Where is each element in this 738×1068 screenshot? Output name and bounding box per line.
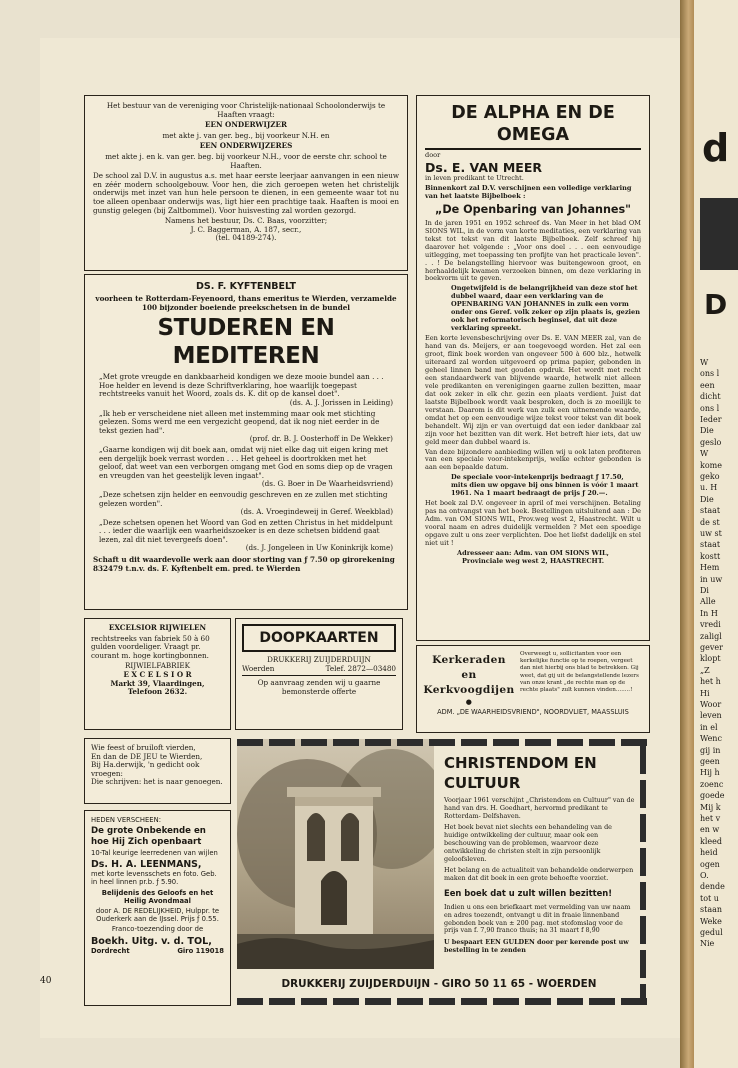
doopkaarten-offer: Op aanvraag zenden wij u gaarne bemonsterde offerte [257,678,381,696]
alpha-intro: Binnenkort zal D.V. verschijnen een volledige verklaring van het laatste Bijbelboek : [425,183,632,200]
right-page-word: heid [700,848,718,858]
excelsior-factory: RIJWIELFABRIEK [124,661,191,671]
vacancy-line-2: met akte j. en k. van ger. beg. bij voorkeur N.H., voor de eerste chr. school te Haaften. [105,151,387,170]
review-source-5: (ds. J. Jongeleen in Uw Koninkrijk kome) [245,543,393,553]
review-source-3: (ds. G. Boer in De Waarheidsvriend) [261,479,393,489]
review-quote-5: „Deze schetsen openen het Woord van God en zetten Christus in het middelpunt . . . ieder die waarlijk een waarheidszoeker is en deze schetsen biddend gaat lezen, zal dit niet tevergeefs doen". [99,517,393,544]
leenmans-desc: met korte levensschets en foto. Geb. in heel linnen pr.b. ƒ 5.90. [91,870,217,887]
alpha-door: door [425,151,441,159]
right-page-word: W [700,449,709,459]
right-page-word: kostt [700,551,721,561]
right-page-word: Die [700,426,714,436]
christendom-paragraph-5: U bespaart EEN GULDEN door per kerende post uw bestelling in te zenden [444,938,629,954]
right-page-word: ogen [700,859,720,869]
alpha-paragraph-3: Een korte levensbeschrijving over Ds. E. VAN MEER zal, van de hand van ds. Meijers, er aan toegevoegd worden. Het zal een groot, flink boek worden van ongeveer 500 à 600 blz., hetwelk uiteraard zal worden uitgevoerd op prima papier, gebonden in geheel linnen band met gouden opdruk. Het wordt met recht een standaardwerk van blijvende waarde, hetwelk niet alleen vele predikanten en verenigingen gaarne zullen bezitten, maar dat ook zeker in elk chr. gezin een plaats verdient. Juist dat laatste Bijbelboek wordt vaak besproken, doch is zo moeilijk te verstaan. Daarom is dit werk van zulk een uitnemende waarde, omdat het op een eenvoudige wijze tekst voor tekst van dit boek behandelt. Wij zijn er van overtuigd dat een ieder dankbaar zal zijn voor het bezitten van dit werk. Het betreft hier iets, dat uw geld meer dan dubbel waard is. [425,334,641,446]
christendom-paragraph-2: Het boek bevat niet slechts een behandeling van de huidige ontwikkeling der cultuur, maar ook een beschouwing van de problemen, waarvoor deze ontwikkeling de christen stelt in zijn persoonlijk geloofsleven. [444,823,612,863]
right-page-word: leven [700,711,722,721]
doopkaarten-phone: Telef. 2872—03480 [325,663,396,673]
right-page-word: Hij h [700,768,720,778]
alpha-paragraph-6: Het boek zal D.V. ongeveer in april of mei verschijnen. Betaling pas na ontvangst van het boek. Bestellingen uitsluitend aan : De Adm. van OM SIONS WIL, Prov.weg west 2, Haastrecht. Wilt u vooral naam en adres duidelijk vermelden ? Met een spoedige opgave zult u ons zeer verplichten. Doe het liefst dadelijk en stel niet uit ! [425,499,641,547]
poem-line-1: Wie feest of bruiloft vierden, [91,743,196,752]
right-page-word: In H [700,608,718,618]
vacancy-intro: Het bestuur van de vereniging voor Christelijk-nationaal Schoolonderwijs te Haaften vraagt: [106,101,386,119]
right-page-word: gever [700,643,723,652]
right-page-word: staan [700,905,723,915]
right-page-word: ons l [700,403,720,413]
doopkaarten-city: Woerden [242,663,275,673]
right-page-word: dende [700,882,725,892]
kerkeraden-label: Kerkeraden [432,654,506,666]
excelsior-address: Markt 39, Vlaardingen, [110,678,205,688]
poem-line-4: Die schrijven: het is naar genoegen. [91,777,223,787]
right-page-word: zoenc [700,779,724,789]
right-page-word: uw st [700,529,722,538]
right-page-word: gedul [700,928,723,937]
right-page-word: het h [700,677,721,687]
franco-toezending: Franco-toezending door de [111,925,204,934]
christendom-cultuur-ad [237,739,650,1005]
excelsior-name: E X C E L S I O R [123,669,192,679]
right-page-word: in uw [700,574,723,584]
right-page-word: Alle [700,597,716,607]
right-page-word: Die [700,494,714,504]
leenmans-author: Ds. H. A. LEENMANS, [91,859,202,871]
vacancy-line-1: met akte j. van ger. beg., bij voorkeur N.H. en [162,130,330,140]
big-letter-d-2: D [704,288,728,321]
van-meer-location: in leven predikant te Utrecht. [425,173,524,182]
right-page-word: Woor [700,700,722,709]
kyftenbelt-subtitle: voorheen te Rotterdam-Feyenoord, thans emeritus te Wierden, verzamelde 100 bijzonder boeiende preekschetsen in de bundel [95,294,397,312]
right-page-word: geko [700,472,720,481]
right-page-word: kleed [700,836,722,846]
order-instructions: Schaft u dit waardevolle werk aan door storting van ƒ 7.50 op girorekening 832479 t.n.v. ds. F. Kyftenbelt em. pred. te Wierden [93,555,395,573]
page-number: 40 [40,976,52,986]
right-page-word: Weke [700,916,722,926]
right-page-word: goede [700,791,725,801]
openbaring-subtitle: „De Openbaring van Johannes" [434,202,632,216]
review-quote-1: „Met grote vreugde en dankbaarheid kondigen we deze mooie bundel aan . . . Hoe helder en levend is deze Schriftverklaring, hoe waarlijk toegepast rechtstreeks vanuit het Woord, zoals ds. K. dit op de kansel doet". [99,372,384,399]
right-page-word: klopt [700,654,721,664]
kerkvoogdijen-label: Kerkvoogdijen [423,684,515,696]
kyftenbelt-author: DS. F. KYFTENBELT [196,281,296,292]
right-page-word: O. [700,871,709,880]
alpha-omega-ad [416,95,650,641]
doopkaarten-printer: DRUKKERIJ ZUIJDERDUIJN [267,655,371,664]
excelsior-heading: EXCELSIOR RIJWIELEN [108,623,207,632]
vacancy-signature-2: J. C. Baggerman, A. 187, secr., [190,224,302,234]
adjacent-page [694,0,738,1068]
right-page-word: gij in [700,745,721,755]
kerkeraden-ad: Kerkeraden en Kerkvoogdijen ● Overweegt u, sollicitanten voor een kerkelijke functie op te roepen, vergeet dan niet hierbij ons blad te betrekken. Gij weet, dat gij uit de belangstellende lezers van onze krant „de rechte man op de rechte plaats" zult kunnen vinden........! ADM. „DE WAARHEIDSVRIEND", NOORDVLIET, MAASSLUIS [416,645,650,733]
right-page-word: Hi [700,688,710,698]
review-source-1: (ds. A. J. Jorissen in Leiding) [289,397,393,407]
right-page-word: Ieder [700,415,722,424]
right-page-word: W [700,358,709,367]
grote-onbekende-title: De grote Onbekende en hoe Hij Zich openbaart [91,826,206,847]
vacancy-heading-teacher-female: EEN ONDERWIJZERES [199,141,293,151]
christendom-paragraph-1: Voorjaar 1961 verschijnt „Christendom en Cultuur" van de hand van drs. H. Goedhart, hervormd predikant te Rotterdam- Delfshaven. [444,796,635,820]
christendom-title: CHRISTENDOM EN CULTUUR [444,754,597,792]
right-page-word: geen [700,757,720,766]
right-page-word: „Z [700,665,710,675]
publisher-name: Boekh. Uitg. v. d. TOL, [91,935,212,947]
right-page-word: Nie [700,939,715,949]
christendom-subheading: Een boek dat u zult willen bezitten! [444,887,613,898]
alpha-paragraph-4: Van deze bijzondere aanbieding willen wij u ook laten profiteren van een speciale voor-intekenprijs, welke echter gebonden is aan een bepaalde datum. [425,447,641,472]
right-page-word: in el [700,722,718,732]
right-page-word: u. H [700,483,718,493]
review-quote-2: „Ik heb er verscheidene niet alleen met instemming maar ook met stichting gelezen. Soms werd me een vergezicht geopend, dat ik nog niet eerder in de tekst gezien had". [99,408,380,435]
right-page-word: het v [700,814,721,823]
right-page-word: Hem [700,563,720,573]
right-page-word: Mij k [700,802,721,812]
excelsior-phone: Telefoon 2632. [127,687,188,697]
right-page-word: Wenc [700,734,722,744]
right-page-word: kome [700,460,722,470]
studeren-title: STUDEREN EN MEDITEREN [157,315,335,370]
alpha-paragraph-1: In de jaren 1951 en 1952 schreef ds. Van Meer in het blad OM SIONS WIL, in de vorm van korte meditaties, een verklaring van tekst tot tekst van dit laatste Bijbelboek. Zelf schreef hij daarover het volgende : „Voor ons doel . . . een eenvoudige uitlegging, met toepassing ten profijte van het practicale leven". . . ! De belangstelling hiervoor was buitengewoon groot, en herhaaldelijk kwamen verzoeken binnen, om deze verklaring in boekvorm uit te geven. [425,218,641,283]
school-vacancy-ad [84,95,408,271]
grote-onbekende-desc: 10-Tal keurige leerredenen van wijlen [91,849,218,858]
christendom-paragraph-3: Het belang en de actualiteit van behandelde onderwerpen maken dat dit boek in een grote behoefte voorziet. [444,866,634,883]
review-source-2: (prof. dr. B. J. Oosterhoff in De Wekker) [249,434,393,444]
heden-verscheen-ad [84,810,231,1006]
waarheidsvriend-address: ADM. „DE WAARHEIDSVRIEND", NOORDVLIET, MAASSLUIS [437,708,629,716]
vacancy-signature-1: Namens het bestuur, Ds. C. Baas, voorzitter; [164,216,328,226]
right-page-word: ons l [700,369,720,379]
right-page-word: staat [700,506,721,516]
en-label: en [461,669,477,681]
right-page-word: dicht [700,392,721,402]
vacancy-signature-3: (tel. 04189-274). [215,233,277,243]
van-meer-author: Ds. E. VAN MEER [425,159,543,175]
review-quote-4: „Deze schetsen zijn helder en eenvoudig geschreven en ze zullen met stichting gelezen worden". [99,489,388,508]
de-jeu-poem-ad [84,738,231,804]
right-page-word: zaligl [700,631,722,641]
right-page-word: tot u [700,893,719,903]
kerkeraden-text: Overweegt u, sollicitanten voor een kerkelijke functie op te roepen, vergeet dan niet hierbij ons blad te betrekken. Gij weet, dat gij uit de belangstellende lezers van onze krant „de rechte man op de rechte plaats" zult kunnen vinden........! [520,651,639,694]
excelsior-bicycles-ad [84,618,231,730]
right-page-word: en w [700,825,720,835]
doopkaarten-ad [235,618,403,730]
right-page-word: een [700,380,715,390]
review-quote-3: „Gaarne kondigen wij dit boek aan, omdat wij niet elke dag uit eigen kring met een dergelijk boek verrast worden . . . Het geheel is doortrokken met het geloof, dat weet van een verborgen omgang met God en soms diep op de vragen en vreugden van het geestelijk leven ingaat". [99,444,393,480]
right-page-word: vredi [700,620,721,630]
big-letter-d: d [702,126,730,170]
christendom-paragraph-4: Indien u ons een briefkaart met vermelding van uw naam en adres toezendt, ontvangt u dit in fraaie linnenband gebonden boek van ± 200 pag. met stofomslag voor de prijs van f. 7,90 franco thuis; na 31 maart f 8,90 [444,902,631,935]
vacancy-heading-teacher: EEN ONDERWIJZER [205,120,287,130]
excelsior-text: rechtstreeks van fabriek 50 à 60 gulden voordeliger. Vraagt pr. courant m. hoge kortingbonnen. [91,633,210,660]
doopkaarten-title: DOOPKAARTEN [242,624,396,652]
heden-heading: HEDEN VERSCHEEN: [91,816,161,824]
poem-line-3: Bij Ha.derwijk, 'n gedicht ook vroegen: [91,760,200,778]
book-spine [680,0,694,1068]
alpha-paragraph-2: Ongetwijfeld is de belangrijkheid van deze stof het dubbel waard, daar een verklaring van de OPENBARING VAN JOHANNES in zulk een vorm onder ons Geref. volk zeker op zijn plaats is, gezien ook het reformatorisch beginsel, dat uit deze verklaring spreekt. [451,284,640,333]
poem-line-2: En dan de DE JEU te Wierden, [91,751,203,761]
alpha-price: De speciale voor-intekenprijs bedraagt ƒ 17.50, mits dien uw opgave bij ons binnen is vóór 1 maart 1961. Na 1 maart bedraagt de prijs ƒ 20.—. [451,473,639,498]
alpha-address: Adresseer aan: Adm. van OM SIONS WIL, Provinciale weg west 2, HAASTRECHT. [457,548,609,565]
vacancy-body: De school zal D.V. in augustus a.s. met haar eerste leerjaar aanvangen in een nieuw en zéér modern schoolgebouw. Voor hen, die zich geroepen weten het christelijk onderwijs met inzet van hun hele persoon te dienen, in een gemeente waar tot nu toe alleen openbaar onderwijs was, ligt hier een prachtige taak. Haaften is mooi en gunstig gelegen (bij Zaltbommel). Voor huisvesting zal worden gezorgd. [93,171,399,215]
review-source-4: (ds. A. Vroegindeweij in Geref. Weekblad) [240,507,393,517]
right-page-word: de st [700,517,720,527]
publisher-giro: Giro 119018 [177,947,224,956]
right-page-word: geslo [700,437,722,447]
belijdenis-title: Belijdenis des Geloofs en het Heilig Avondmaal [101,888,214,905]
publisher-city: Dordrecht [91,947,130,956]
right-page-word: staat [700,540,721,550]
book-ad-studeren [84,274,408,610]
zuijderduijn-footer: DRUKKERIJ ZUIJDERDUIJN - GIRO 50 11 65 - WOERDEN [281,978,597,990]
newspaper-page [40,38,680,1038]
belijdenis-desc: door A. DE REDELIJKHEID, Hulppr. te Ouderkerk aan de IJssel. Prijs ƒ 0.55. [95,907,220,924]
alpha-omega-title: DE ALPHA EN DE OMEGA [425,102,641,150]
right-page-word: Di [700,586,709,595]
